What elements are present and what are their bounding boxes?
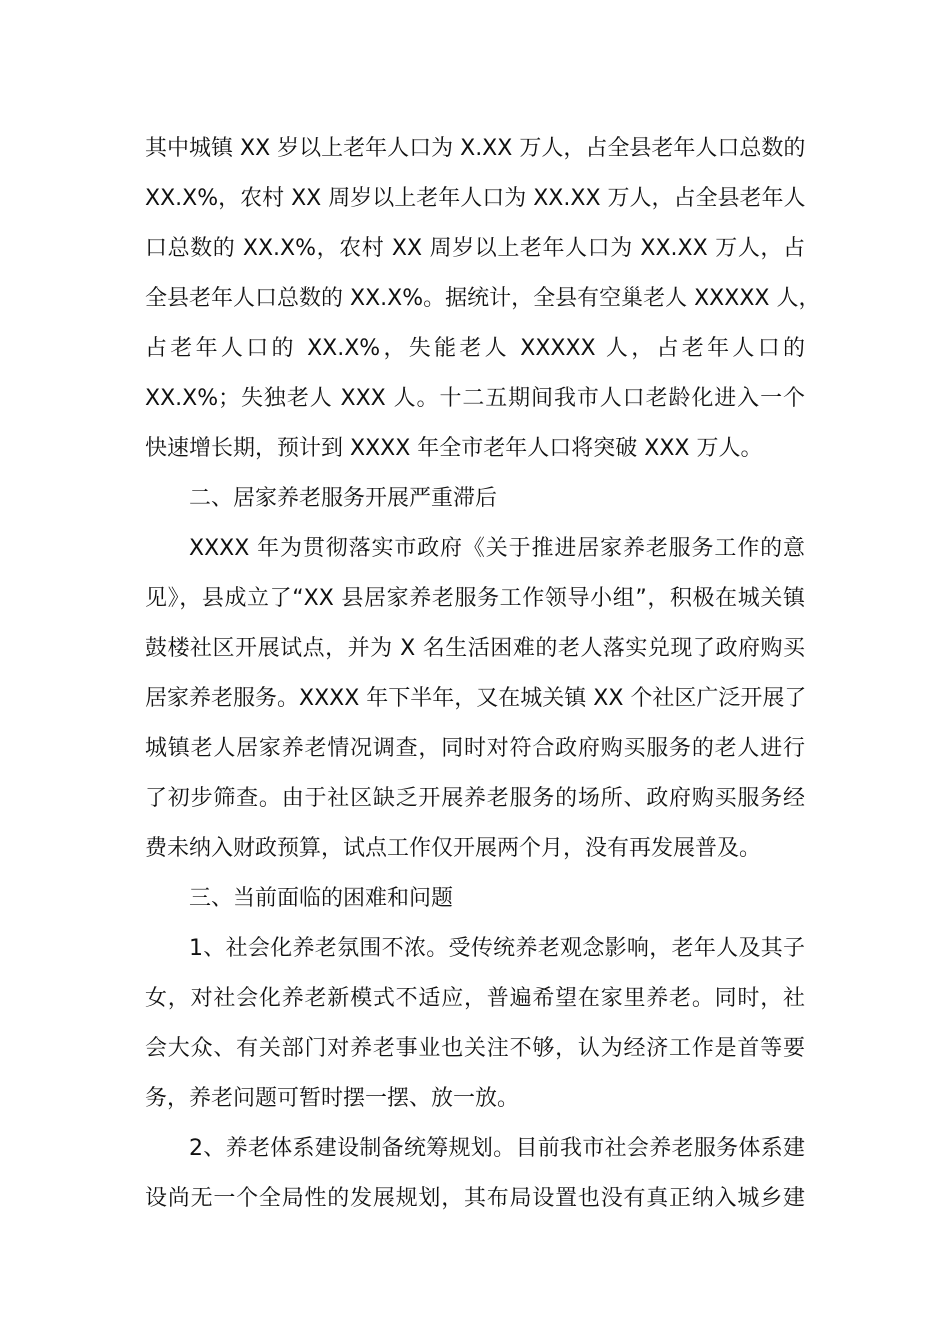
body-text-line: XX.X%，农村 XX 周岁以上老年人口为 XX.XX 万人，占全县老年人: [145, 186, 806, 211]
section-heading: 三、当前面临的困难和问题: [189, 886, 454, 911]
body-text-line: 2、养老体系建设制备统筹规划。目前我市社会养老服务体系建: [189, 1136, 805, 1161]
body-text-line: 费未纳入财政预算，试点工作仅开展两个月，没有再发展普及。: [145, 836, 762, 861]
body-text-line: 设尚无一个全局性的发展规划，其布局设置也没有真正纳入城乡建: [145, 1186, 805, 1211]
body-text-line: 见》，县成立了“XX 县居家养老服务工作领导小组”，积极在城关镇: [145, 586, 805, 611]
body-text-line: 务，养老问题可暂时摆一摆、放一放。: [145, 1086, 520, 1111]
body-text-line: 快速增长期，预计到 XXXX 年全市老年人口将突破 XXX 万人。: [145, 436, 763, 461]
body-text-line: 居家养老服务。XXXX 年下半年，又在城关镇 XX 个社区广泛开展了: [145, 686, 807, 711]
body-text-line: 了初步筛查。由于社区缺乏开展养老服务的场所、政府购买服务经: [145, 786, 805, 811]
body-text-line: 占老年人口的 XX.X%，失能老人 XXXXX 人，占老年人口的: [145, 336, 805, 361]
body-text-line: 鼓楼社区开展试点，并为 X 名生活困难的老人落实兑现了政府购买: [145, 636, 805, 661]
body-text-line: 全县老年人口总数的 XX.X%。据统计，全县有空巢老人 XXXXX 人，: [145, 286, 821, 311]
body-text-line: XXXX 年为贯彻落实市政府《关于推进居家养老服务工作的意: [189, 536, 805, 561]
body-text-line: XX.X%；失独老人 XXX 人。十二五期间我市人口老龄化进入一个: [145, 386, 805, 411]
body-text-line: 会大众、有关部门对养老事业也关注不够，认为经济工作是首等要: [145, 1036, 805, 1061]
body-text-line: 女，对社会化养老新模式不适应，普遍希望在家里养老。同时，社: [145, 986, 805, 1011]
body-text-line: 口总数的 XX.X%，农村 XX 周岁以上老年人口为 XX.XX 万人，占: [145, 236, 805, 261]
body-text-line: 城镇老人居家养老情况调查，同时对符合政府购买服务的老人进行: [145, 736, 805, 761]
body-text-line: 1、社会化养老氛围不浓。受传统养老观念影响，老年人及其子: [189, 936, 805, 961]
body-text-line: 其中城镇 XX 岁以上老年人口为 X.XX 万人，占全县老年人口总数的: [145, 136, 806, 161]
section-heading: 二、居家养老服务开展严重滞后: [189, 486, 498, 511]
